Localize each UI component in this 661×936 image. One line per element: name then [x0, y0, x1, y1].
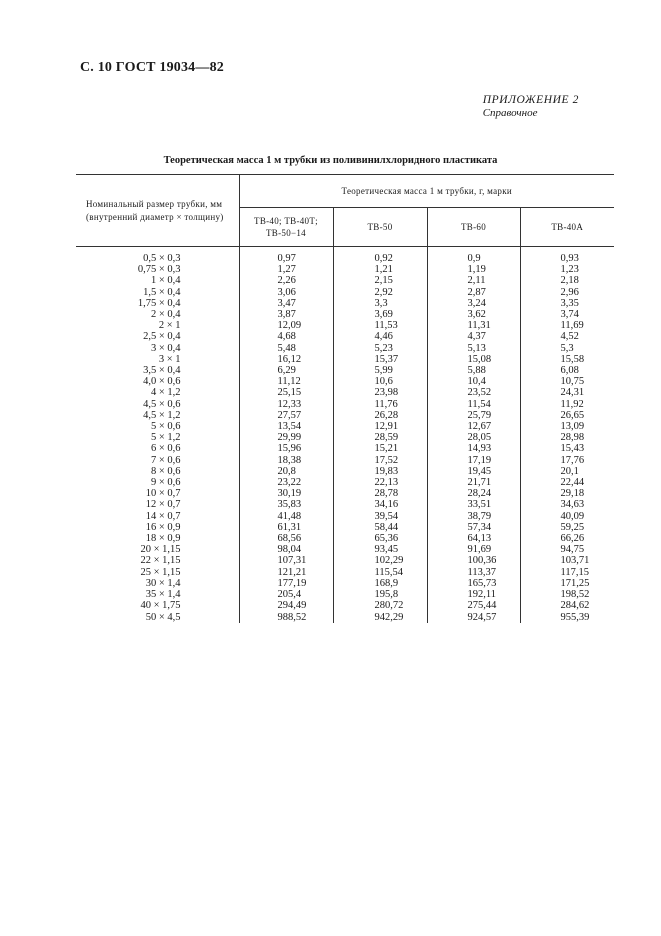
table-row: [76, 376, 614, 387]
tv60-cell: 2,87: [427, 287, 520, 298]
size-cell: 2 × 0,4: [76, 309, 239, 320]
tv40-cell: 3,87: [239, 309, 333, 320]
tv60-cell: 1,19: [427, 264, 520, 275]
tv40-cell: 15,96: [239, 443, 333, 454]
tv40a-cell: 3,74: [560, 309, 579, 321]
tv40a-cell: 28,98: [560, 432, 585, 444]
tv60-cell: 25,79: [427, 410, 520, 421]
tv60-cell: 15,08: [427, 354, 520, 365]
table-title: Теоретическая масса 1 м трубки из поливинилхлоридного пластиката: [163, 155, 498, 166]
tv50-cell: 34,16: [333, 499, 427, 510]
size-cell: 14 × 0,7: [76, 511, 239, 522]
tv40-cell: 294,49: [239, 600, 333, 611]
size-cell: 25 × 1,15: [76, 567, 239, 578]
tv40a-cell: 24,31: [560, 387, 585, 399]
tv40a-cell: 15,43: [560, 443, 585, 455]
tv60-cell: 5,88: [427, 365, 520, 376]
tv60-cell: 57,34: [427, 522, 520, 533]
table-row: [76, 555, 614, 566]
tv50-cell: 93,45: [333, 544, 427, 555]
tv50-cell: 28,78: [333, 488, 427, 499]
tv40-cell: 35,83: [239, 499, 333, 510]
tv40-cell: 20,8: [239, 466, 333, 477]
tv60-cell: 3,24: [427, 298, 520, 309]
tv40a-cell: 103,71: [560, 555, 590, 567]
tv50-cell: 17,52: [333, 455, 427, 466]
table-row: [76, 477, 614, 488]
size-cell: 4,5 × 0,6: [76, 399, 239, 410]
tv40-cell: 98,04: [239, 544, 333, 555]
tv40a-cell: 59,25: [560, 521, 585, 533]
tv40-cell: 12,33: [239, 399, 333, 410]
tv50-cell: 1,21: [333, 264, 427, 275]
tv60-cell: 10,4: [427, 376, 520, 387]
tv50-cell: 15,37: [333, 354, 427, 365]
table-row: [76, 533, 614, 544]
tv60-cell: 165,73: [427, 578, 520, 589]
size-cell: 8 × 0,6: [76, 466, 239, 477]
page-header: С. 10 ГОСТ 19034—82: [80, 60, 224, 75]
tv50-cell: 5,99: [333, 365, 427, 376]
table-row: [76, 298, 614, 309]
tv40a-cell: 10,75: [560, 376, 585, 388]
tv40a-cell: 11,69: [560, 320, 584, 332]
table-row: [76, 264, 614, 275]
tv40-cell: 68,56: [239, 533, 333, 544]
tv60-cell: 17,19: [427, 455, 520, 466]
size-cell: 2,5 × 0,4: [76, 331, 239, 342]
tv40-cell: 18,38: [239, 455, 333, 466]
tv40a-cell: 198,52: [560, 589, 590, 601]
tv60-cell: 19,45: [427, 466, 520, 477]
tv40a-cell: 117,15: [560, 566, 589, 578]
size-cell: 1 × 0,4: [76, 275, 239, 286]
tv40-cell: 0,97: [239, 247, 333, 265]
size-cell: 18 × 0,9: [76, 533, 239, 544]
tv40-cell: 16,12: [239, 354, 333, 365]
tv40a-cell: 0,93: [560, 253, 579, 264]
tv50-cell: 12,91: [333, 421, 427, 432]
appendix-label: [483, 94, 579, 119]
tv40-cell: 1,27: [239, 264, 333, 275]
tv40-cell: 41,48: [239, 511, 333, 522]
tv60-cell: 38,79: [427, 511, 520, 522]
size-cell: 40 × 1,75: [76, 600, 239, 611]
tv40a-cell: 34,63: [560, 499, 585, 511]
tv50-cell: 11,76: [333, 399, 427, 410]
tv40a-cell: 22,44: [560, 477, 585, 489]
tv40a-cell: 26,65: [560, 409, 585, 421]
tv60-cell: 192,11: [427, 589, 520, 600]
size-cell: 3 × 0,4: [76, 343, 239, 354]
size-cell: 50 × 4,5: [76, 612, 239, 623]
table-row: [76, 612, 614, 623]
size-cell: 1,5 × 0,4: [76, 287, 239, 298]
tv60-cell: 28,24: [427, 488, 520, 499]
tv50-cell: 58,44: [333, 522, 427, 533]
appendix-subtitle: Справочное: [482, 107, 538, 119]
tv40-cell: 25,15: [239, 387, 333, 398]
tv60-cell: 113,37: [427, 567, 520, 578]
tv50-cell: 280,72: [333, 600, 427, 611]
size-cell: 3 × 1: [76, 354, 239, 365]
table-row: [76, 365, 614, 376]
tv40a-cell: 66,26: [560, 533, 585, 545]
table-row: [76, 410, 614, 421]
tv40a-cell: 2,96: [560, 286, 579, 298]
tv40a-cell: 29,18: [560, 488, 585, 500]
grade-header-tv40a: ТВ-40А: [520, 208, 614, 247]
tv40a-cell: 5,3: [560, 342, 574, 354]
mass-group-header: Теоретическая масса 1 м трубки, г, марки: [239, 175, 614, 208]
grade-header-tv60: ТВ-60: [427, 208, 520, 247]
tv40-cell: 5,48: [239, 343, 333, 354]
tv50-cell: 3,3: [333, 298, 427, 309]
tv60-cell: 2,11: [427, 275, 520, 286]
grade-header-tv50: ТВ-50: [333, 208, 427, 247]
tv40a-cell: 3,35: [560, 297, 579, 309]
tv50-cell: 23,98: [333, 387, 427, 398]
table-row: [76, 600, 614, 611]
table-row: [76, 466, 614, 477]
tv50-cell: 102,29: [333, 555, 427, 566]
tv40-cell: 3,06: [239, 287, 333, 298]
tv40-cell: 61,31: [239, 522, 333, 533]
tv40a-cell: 1,23: [560, 264, 579, 276]
tv60-cell: 28,05: [427, 432, 520, 443]
table-row: [76, 421, 614, 432]
table-row: [76, 343, 614, 354]
tv60-cell: 5,13: [427, 343, 520, 354]
tv50-cell: 22,13: [333, 477, 427, 488]
size-cell: 20 × 1,15: [76, 544, 239, 555]
size-cell: 9 × 0,6: [76, 477, 239, 488]
tv60-cell: 3,62: [427, 309, 520, 320]
table-row: [76, 247, 614, 265]
size-cell: 3,5 × 0,4: [76, 365, 239, 376]
tv40a-cell: 17,76: [560, 454, 585, 466]
tv40a-cell: 955,39: [560, 611, 590, 623]
tv60-cell: 91,69: [427, 544, 520, 555]
tv60-cell: 11,54: [427, 399, 520, 410]
tv60-cell: 64,13: [427, 533, 520, 544]
size-cell: 4,0 × 0,6: [76, 376, 239, 387]
tv60-cell: 14,93: [427, 443, 520, 454]
tv50-cell: 0,92: [333, 247, 427, 265]
tv50-cell: 168,9: [333, 578, 427, 589]
table-row: [76, 522, 614, 533]
tv40-cell: 13,54: [239, 421, 333, 432]
size-cell: 16 × 0,9: [76, 522, 239, 533]
tv40-cell: 27,57: [239, 410, 333, 421]
tv40a-cell: 15,58: [560, 353, 585, 365]
tv40-cell: 23,22: [239, 477, 333, 488]
tv40a-cell: 20,1: [560, 465, 579, 477]
tv40-cell: 4,68: [239, 331, 333, 342]
tv60-cell: 11,31: [427, 320, 520, 331]
tv40-cell: 30,19: [239, 488, 333, 499]
table-row: [76, 320, 614, 331]
tv40-cell: 988,52: [239, 612, 333, 623]
tv40a-cell: 11,92: [560, 398, 584, 410]
tv60-cell: 33,51: [427, 499, 520, 510]
size-cell: 1,75 × 0,4: [76, 298, 239, 309]
tv40a-cell: 13,09: [560, 421, 585, 433]
tv40a-cell: 4,52: [560, 331, 579, 343]
tv60-cell: 100,36: [427, 555, 520, 566]
size-cell: 30 × 1,4: [76, 578, 239, 589]
appendix-title: ПРИЛОЖЕНИЕ 2: [482, 94, 579, 106]
tv50-cell: 15,21: [333, 443, 427, 454]
tv60-cell: 0,9: [427, 247, 520, 265]
tv60-cell: 23,52: [427, 387, 520, 398]
tv50-cell: 39,54: [333, 511, 427, 522]
table-row: [76, 499, 614, 510]
size-cell: 5 × 0,6: [76, 421, 239, 432]
tv50-cell: 11,53: [333, 320, 427, 331]
size-cell: 4,5 × 1,2: [76, 410, 239, 421]
tv40a-cell: 6,08: [560, 365, 579, 377]
table-row: [76, 567, 614, 578]
grade-header-tv40: ТВ-40; ТВ-40Т; ТВ-50−14: [239, 208, 333, 247]
tv50-cell: 10,6: [333, 376, 427, 387]
size-cell: 12 × 0,7: [76, 499, 239, 510]
table-row: [76, 511, 614, 522]
table-row: [76, 331, 614, 342]
tv50-cell: 115,54: [333, 567, 427, 578]
size-cell: 5 × 1,2: [76, 432, 239, 443]
tv40-cell: 177,19: [239, 578, 333, 589]
tv60-cell: 275,44: [427, 600, 520, 611]
tv40-cell: 121,21: [239, 567, 333, 578]
tv50-cell: 5,23: [333, 343, 427, 354]
tv40a-cell: 284,62: [560, 600, 590, 612]
size-cell: 2 × 1: [76, 320, 239, 331]
tv50-cell: 4,46: [333, 331, 427, 342]
tv40-cell: 29,99: [239, 432, 333, 443]
tv60-cell: 12,67: [427, 421, 520, 432]
table-row: [76, 455, 614, 466]
tv40-cell: 205,4: [239, 589, 333, 600]
table-row: [76, 275, 614, 286]
size-cell: 35 × 1,4: [76, 589, 239, 600]
tv40a-cell: 94,75: [560, 544, 585, 556]
size-cell: 7 × 0,6: [76, 455, 239, 466]
tv50-cell: 2,92: [333, 287, 427, 298]
mass-table: [76, 174, 614, 623]
size-column-header: Номинальный размер трубки, мм (внутренний диаметр × толщину): [76, 175, 239, 247]
size-cell: 22 × 1,15: [76, 555, 239, 566]
tv40-cell: 107,31: [239, 555, 333, 566]
tv40a-cell: 40,09: [560, 510, 585, 522]
size-cell: 0,5 × 0,3: [76, 247, 239, 265]
table-row: [76, 443, 614, 454]
tv50-cell: 195,8: [333, 589, 427, 600]
tv40-cell: 12,09: [239, 320, 333, 331]
tv50-cell: 942,29: [333, 612, 427, 623]
tv50-cell: 28,59: [333, 432, 427, 443]
table-row: [76, 354, 614, 365]
tv50-cell: 2,15: [333, 275, 427, 286]
table-row: [76, 488, 614, 499]
size-cell: 0,75 × 0,3: [76, 264, 239, 275]
tv40-cell: 3,47: [239, 298, 333, 309]
size-cell: 10 × 0,7: [76, 488, 239, 499]
tv40-cell: 6,29: [239, 365, 333, 376]
tv50-cell: 3,69: [333, 309, 427, 320]
tv40-cell: 2,26: [239, 275, 333, 286]
table-row: [76, 578, 614, 589]
table-row: [76, 432, 614, 443]
tv60-cell: 21,71: [427, 477, 520, 488]
tv60-cell: 924,57: [427, 612, 520, 623]
tv40a-cell: 2,18: [560, 275, 579, 287]
tv50-cell: 26,28: [333, 410, 427, 421]
table-body: [76, 247, 614, 623]
table-row: [76, 544, 614, 555]
table-row: [76, 399, 614, 410]
table-row: [76, 309, 614, 320]
table-row: [76, 589, 614, 600]
tv40a-cell: 171,25: [560, 577, 590, 589]
size-cell: 6 × 0,6: [76, 443, 239, 454]
table-row: [76, 387, 614, 398]
tv40-cell: 11,12: [239, 376, 333, 387]
table-row: [76, 287, 614, 298]
tv60-cell: 4,37: [427, 331, 520, 342]
size-cell: 4 × 1,2: [76, 387, 239, 398]
tv50-cell: 65,36: [333, 533, 427, 544]
tv50-cell: 19,83: [333, 466, 427, 477]
